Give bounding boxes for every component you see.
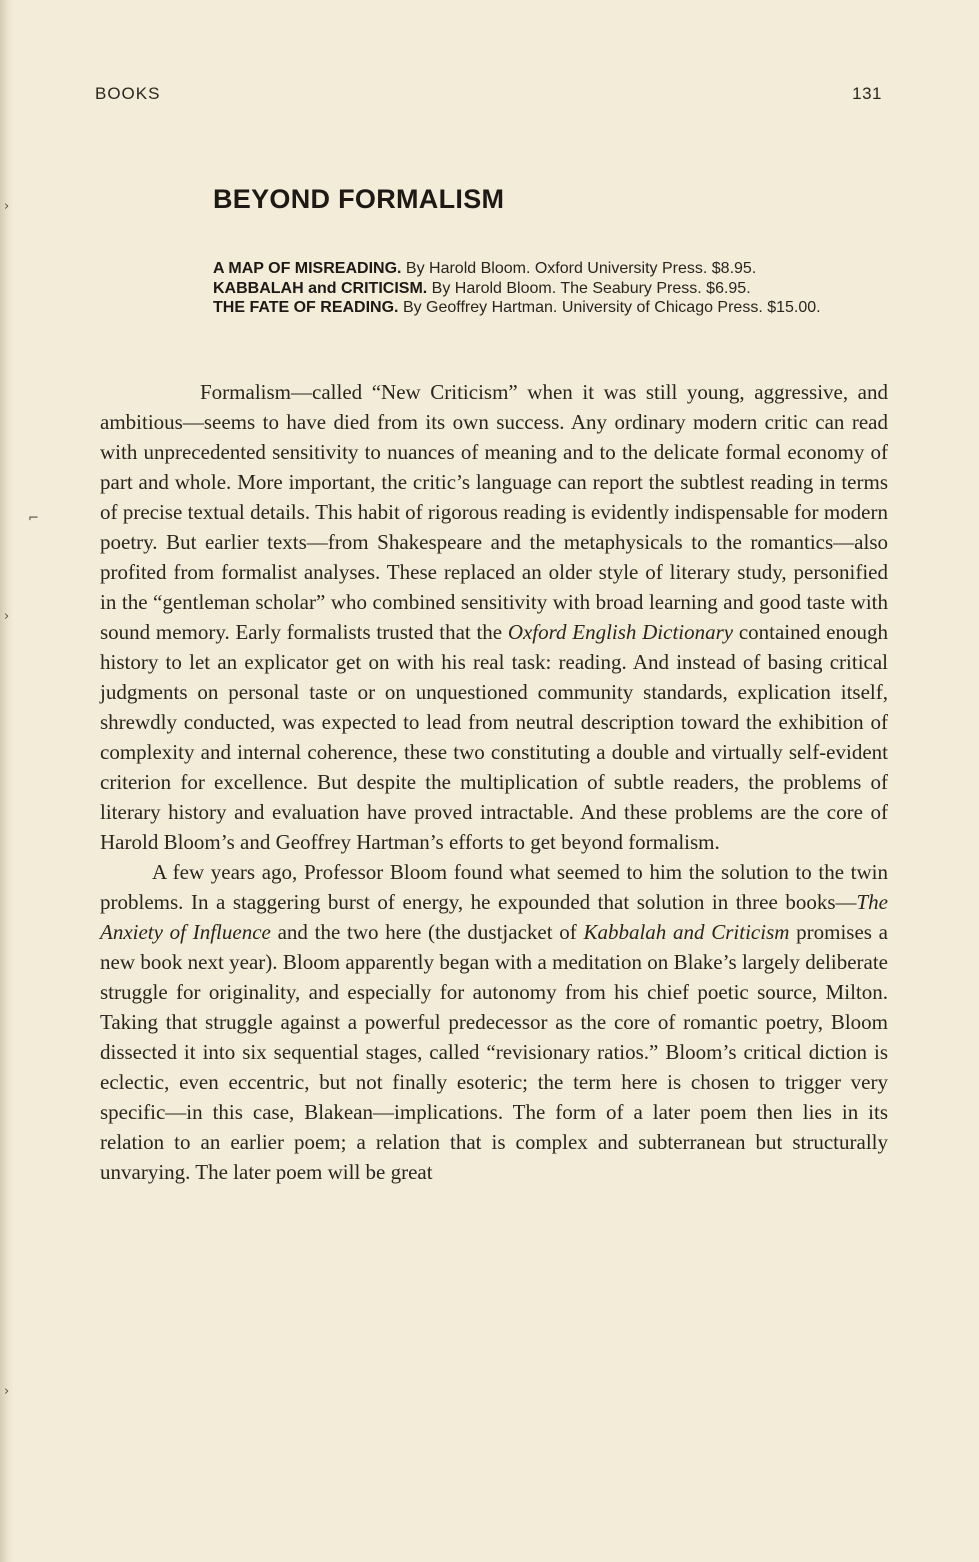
article-body — [100, 377, 888, 1187]
page-number: 131 — [852, 84, 882, 103]
section-label: BOOKS — [95, 84, 161, 103]
book-title: KABBALAH and CRITICISM. — [213, 279, 428, 297]
book-details: By Harold Bloom. Oxford University Press. $8.95. — [405, 260, 757, 277]
margin-speck: › — [4, 199, 10, 214]
margin-speck: › — [4, 1384, 10, 1399]
margin-speck: › — [4, 609, 10, 624]
paragraph-text: A few years ago, Professor Bloom found what seemed to him the solution to the twin problems. In a staggering burst of energy, he expounded that solution in three books— — [100, 860, 888, 914]
book-details: By Geoffrey Hartman. University of Chicago Press. $15.00. — [402, 299, 821, 316]
article-title: BEYOND FORMALISM — [213, 184, 505, 214]
paragraph-text: and the two here (the dustjacket of — [270, 920, 584, 944]
reviewed-books-list — [213, 259, 885, 318]
book-title: A MAP OF MISREADING. — [213, 260, 402, 277]
book-entry — [213, 259, 885, 279]
binding-gutter — [0, 0, 14, 1562]
paragraph — [100, 377, 888, 857]
paragraph — [100, 857, 888, 1187]
paragraph-text: contained enough history to let an explicator get on with his real task: reading. And instead of basing critical judgments on personal taste or on unquestioned community standards, explication itself, shrewdly conducted, was expected to lead from neutral description toward the exhibition of complexity and internal coherence, these two constituting a double and virtually self-evident criterion for excellence. But despite the multiplication of subtle readers, the problems of literary history and evaluation have proved intractable. And these problems are the core of Harold Bloom’s and Geoffrey Hartman’s efforts to get beyond formalism. — [100, 620, 888, 854]
italic-title: Oxford English Dictionary — [507, 620, 734, 644]
margin-pencil-mark: ⌐ — [28, 511, 39, 526]
book-entry — [213, 279, 885, 299]
paragraph-text: promises a new book next year). Bloom apparently began with a meditation on Blake’s largely deliberate struggle for originality, and especially for autonomy from his chief poetic source, Milton. Taking that struggle against a powerful predecessor as the core of romantic poetry, Bloom dissected it into six sequential stages, called “revisionary ratios.” Bloom’s critical diction is eclectic, even eccentric, but not finally esoteric; the term here is chosen to trigger very specific—in this case, Blakean—implications. The form of a later poem then lies in its relation to an earlier poem; a relation that is complex and subterranean but structurally unvarying. The later poem will be great — [100, 920, 888, 1184]
book-entry — [213, 298, 885, 318]
book-details: By Harold Bloom. The Seabury Press. $6.95. — [431, 279, 751, 297]
italic-title: The Anxiety of Influence — [100, 890, 888, 944]
book-title: THE FATE OF READING. — [213, 299, 399, 316]
paragraph-text: Formalism—called “New Criticism” when it was still young, aggressive, and ambitious—seems to have died from its own success. Any ordinary modern critic can read with unprecedented sensitivity to nuances of meaning and to the delicate formal economy of part and whole. More important, the critic’s language can report the subtlest reading in terms of precise textual details. This habit of rigorous reading is evidently indispensable for modern poetry. But earlier texts—from Shakespeare and the metaphysicals to the romantics—also profited from formalist analyses. These replaced an older style of literary study, personified in the “gentleman scholar” who combined sensitivity with broad learning and good taste with sound memory. Early formalists trusted that the — [100, 380, 888, 644]
italic-title: Kabbalah and Criticism — [583, 920, 790, 944]
